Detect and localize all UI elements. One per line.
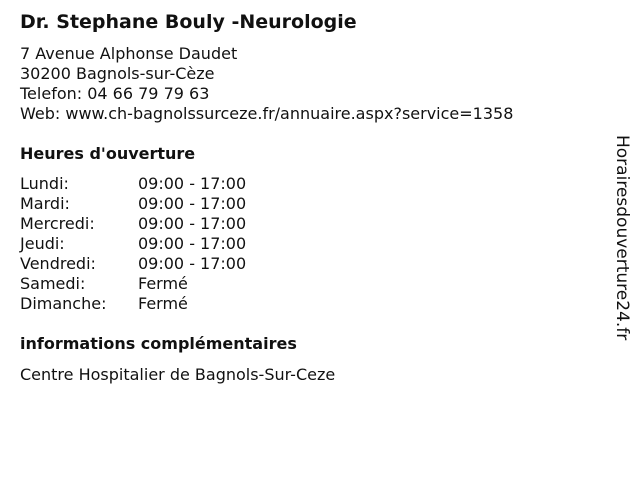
day-label: Samedi: — [20, 274, 86, 293]
phone-number: Telefon: 04 66 79 79 63 — [20, 84, 210, 103]
hours-row-wednesday — [20, 214, 246, 234]
day-hours: 09:00 - 17:00 — [138, 174, 247, 193]
day-hours: Fermé — [138, 294, 188, 313]
site-watermark — [612, 135, 636, 345]
day-label: Lundi: — [20, 174, 69, 193]
hours-row-monday — [20, 174, 246, 194]
day-hours: 09:00 - 17:00 — [138, 254, 247, 273]
opening-hours-heading: Heures d'ouverture — [20, 144, 196, 163]
contact-block — [20, 44, 513, 124]
hours-row-tuesday — [20, 194, 246, 214]
day-hours: 09:00 - 17:00 — [138, 194, 247, 213]
street-address: 7 Avenue Alphonse Daudet — [20, 44, 238, 63]
additional-info-text: Centre Hospitalier de Bagnols-Sur-Ceze — [20, 365, 336, 384]
day-hours: Fermé — [138, 274, 188, 293]
hours-row-thursday — [20, 234, 246, 254]
watermark-text: Horairesdouverture24.fr — [612, 135, 632, 341]
hours-row-saturday — [20, 274, 246, 294]
website-link[interactable]: Web: www.ch-bagnolssurceze.fr/annuaire.aspx?service=1358 — [20, 104, 514, 123]
hours-row-sunday — [20, 294, 246, 314]
day-hours: 09:00 - 17:00 — [138, 214, 247, 233]
day-label: Jeudi: — [20, 234, 65, 253]
day-label: Mardi: — [20, 194, 70, 213]
city-address: 30200 Bagnols-sur-Cèze — [20, 64, 215, 83]
day-label: Dimanche: — [20, 294, 107, 313]
page-title: Dr. Stephane Bouly -Neurologie — [20, 11, 357, 33]
day-hours: 09:00 - 17:00 — [138, 234, 247, 253]
day-label: Vendredi: — [20, 254, 96, 273]
day-label: Mercredi: — [20, 214, 95, 233]
hours-row-friday — [20, 254, 246, 274]
additional-info-heading: informations complémentaires — [20, 334, 297, 353]
opening-hours-table — [20, 174, 246, 314]
